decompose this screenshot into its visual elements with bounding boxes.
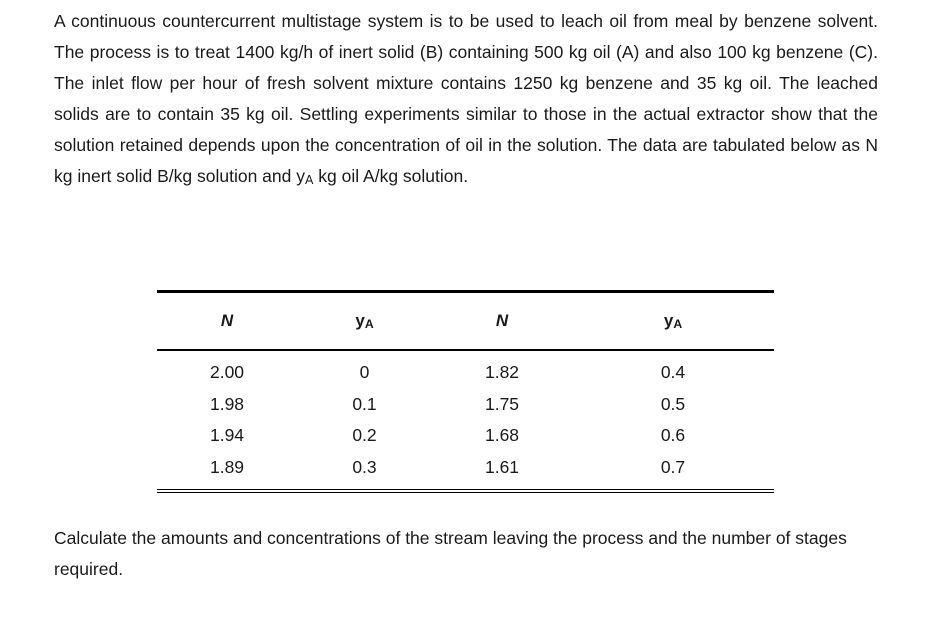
sentence-2: The process is to treat 1400 kg/h of inert solid (B) containing 500 kg oil (A) and also 100 kg benzene (C). <box>54 42 878 62</box>
header-n-1: N <box>220 311 234 330</box>
sentence-5: Settling experiments similar to those in the actual extractor show that the solution retained depends upon the concentration of oil in the solution. <box>54 104 878 155</box>
sentence-6-end: kg oil A/kg solution. <box>318 166 469 186</box>
cell: 1.61 <box>484 456 520 477</box>
ya-variable: yA <box>296 166 314 187</box>
cell: 2.00 <box>209 362 245 383</box>
cell: 0.6 <box>660 425 686 446</box>
table-row <box>157 389 774 421</box>
header-ya-2: yA <box>663 311 683 331</box>
cell: 0.3 <box>352 456 377 477</box>
table-row <box>157 452 774 490</box>
cell: 1.82 <box>484 362 520 383</box>
cell: 0.1 <box>352 393 377 414</box>
cell: 1.94 <box>209 425 245 446</box>
cell: 1.75 <box>484 393 520 414</box>
cell: 1.98 <box>209 393 245 414</box>
sentence-3: The inlet flow per hour of fresh solvent mixture contains 1250 kg benzene and 35 kg oil. <box>54 73 772 93</box>
table-bottom-rule <box>157 489 774 493</box>
sentence-4: The leached solids are to contain 35 kg oil. <box>54 73 878 124</box>
cell: 0.7 <box>660 456 686 477</box>
cell: 0.4 <box>660 362 686 383</box>
sentence-6: The data are tabulated below as N kg inert solid B/kg solution and <box>54 135 878 186</box>
table-row <box>157 420 774 452</box>
cell: 0 <box>359 362 370 383</box>
table-header-row <box>157 292 774 351</box>
header-ya-1: yA <box>355 311 374 331</box>
cell: 1.68 <box>484 425 520 446</box>
cell: 1.89 <box>209 456 245 477</box>
problem-statement <box>54 6 878 194</box>
cell: 0.5 <box>660 393 686 414</box>
retention-data-table <box>157 290 774 493</box>
sentence-1: A continuous countercurrent multistage system is to be used to leach oil from meal by benzene solvent. <box>54 11 878 31</box>
cell: 0.2 <box>352 425 377 446</box>
header-n-2: N <box>495 311 509 330</box>
table-row <box>157 350 774 389</box>
question-statement: Calculate the amounts and concentrations of the stream leaving the process and the number of stages required. <box>54 528 847 579</box>
